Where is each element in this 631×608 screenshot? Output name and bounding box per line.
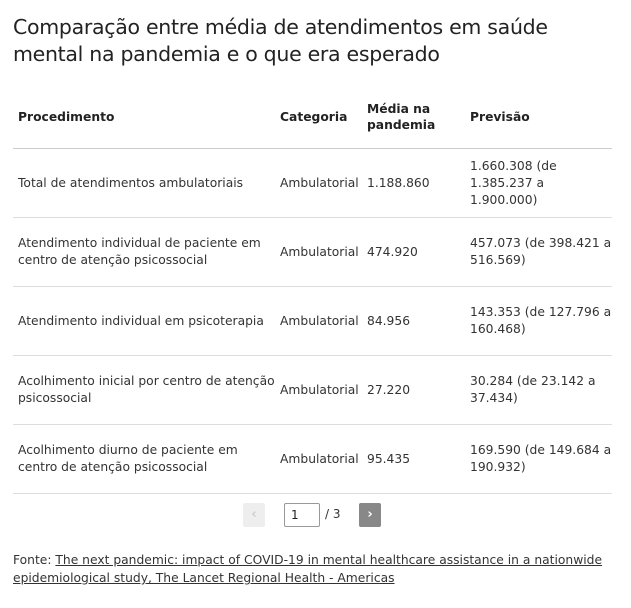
data-table: [13, 86, 612, 494]
source-prefix: Fonte:: [13, 553, 56, 567]
cell-categoria: Ambulatorial: [275, 356, 362, 425]
cell-procedimento: Atendimento individual em psicoterapia: [13, 287, 275, 356]
cell-media: 95.435: [362, 425, 465, 494]
cell-procedimento: Total de atendimentos ambulatoriais: [13, 149, 275, 218]
source-link[interactable]: The next pandemic: impact of COVID-19 in mental healthcare assistance in a nationwide epidemiological study, The Lancet Regional Health - Americas: [13, 553, 603, 585]
cell-previsao: 457.073 (de 398.421 a 516.569): [465, 218, 612, 287]
page-total-label: / 3: [325, 507, 341, 521]
column-header-media: Média na pandemia: [362, 86, 465, 149]
column-header-categoria: Categoria: [275, 86, 362, 149]
previous-page-button[interactable]: ‹: [243, 503, 265, 527]
cell-previsao: 169.590 (de 149.684 a 190.932): [465, 425, 612, 494]
cell-media: 1.188.860: [362, 149, 465, 218]
cell-categoria: Ambulatorial: [275, 287, 362, 356]
column-header-previsao: Previsão: [465, 86, 612, 149]
pagination: [0, 503, 631, 527]
table-row: [13, 356, 612, 425]
table-row: [13, 218, 612, 287]
cell-previsao: 1.660.308 (de 1.385.237 a 1.900.000): [465, 149, 612, 218]
cell-procedimento: Atendimento individual de paciente em centro de atenção psicossocial: [13, 218, 275, 287]
table-row: [13, 149, 612, 218]
page-number-input[interactable]: [284, 503, 320, 527]
source-note: [13, 551, 613, 587]
table-title: Comparação entre média de atendimentos em saúde mental na pandemia e o que era esperado: [13, 15, 548, 66]
cell-previsao: 30.284 (de 23.142 a 37.434): [465, 356, 612, 425]
cell-procedimento: Acolhimento inicial por centro de atenção psicossocial: [13, 356, 275, 425]
cell-categoria: Ambulatorial: [275, 149, 362, 218]
cell-categoria: Ambulatorial: [275, 218, 362, 287]
cell-media: 27.220: [362, 356, 465, 425]
table-row: [13, 287, 612, 356]
next-page-button[interactable]: ›: [359, 503, 381, 527]
column-header-procedimento: Procedimento: [13, 86, 275, 149]
table-row: [13, 425, 612, 494]
cell-media: 84.956: [362, 287, 465, 356]
table-header-row: [13, 86, 612, 149]
cell-previsao: 143.353 (de 127.796 a 160.468): [465, 287, 612, 356]
cell-media: 474.920: [362, 218, 465, 287]
cell-categoria: Ambulatorial: [275, 425, 362, 494]
cell-procedimento: Acolhimento diurno de paciente em centro de atenção psicossocial: [13, 425, 275, 494]
